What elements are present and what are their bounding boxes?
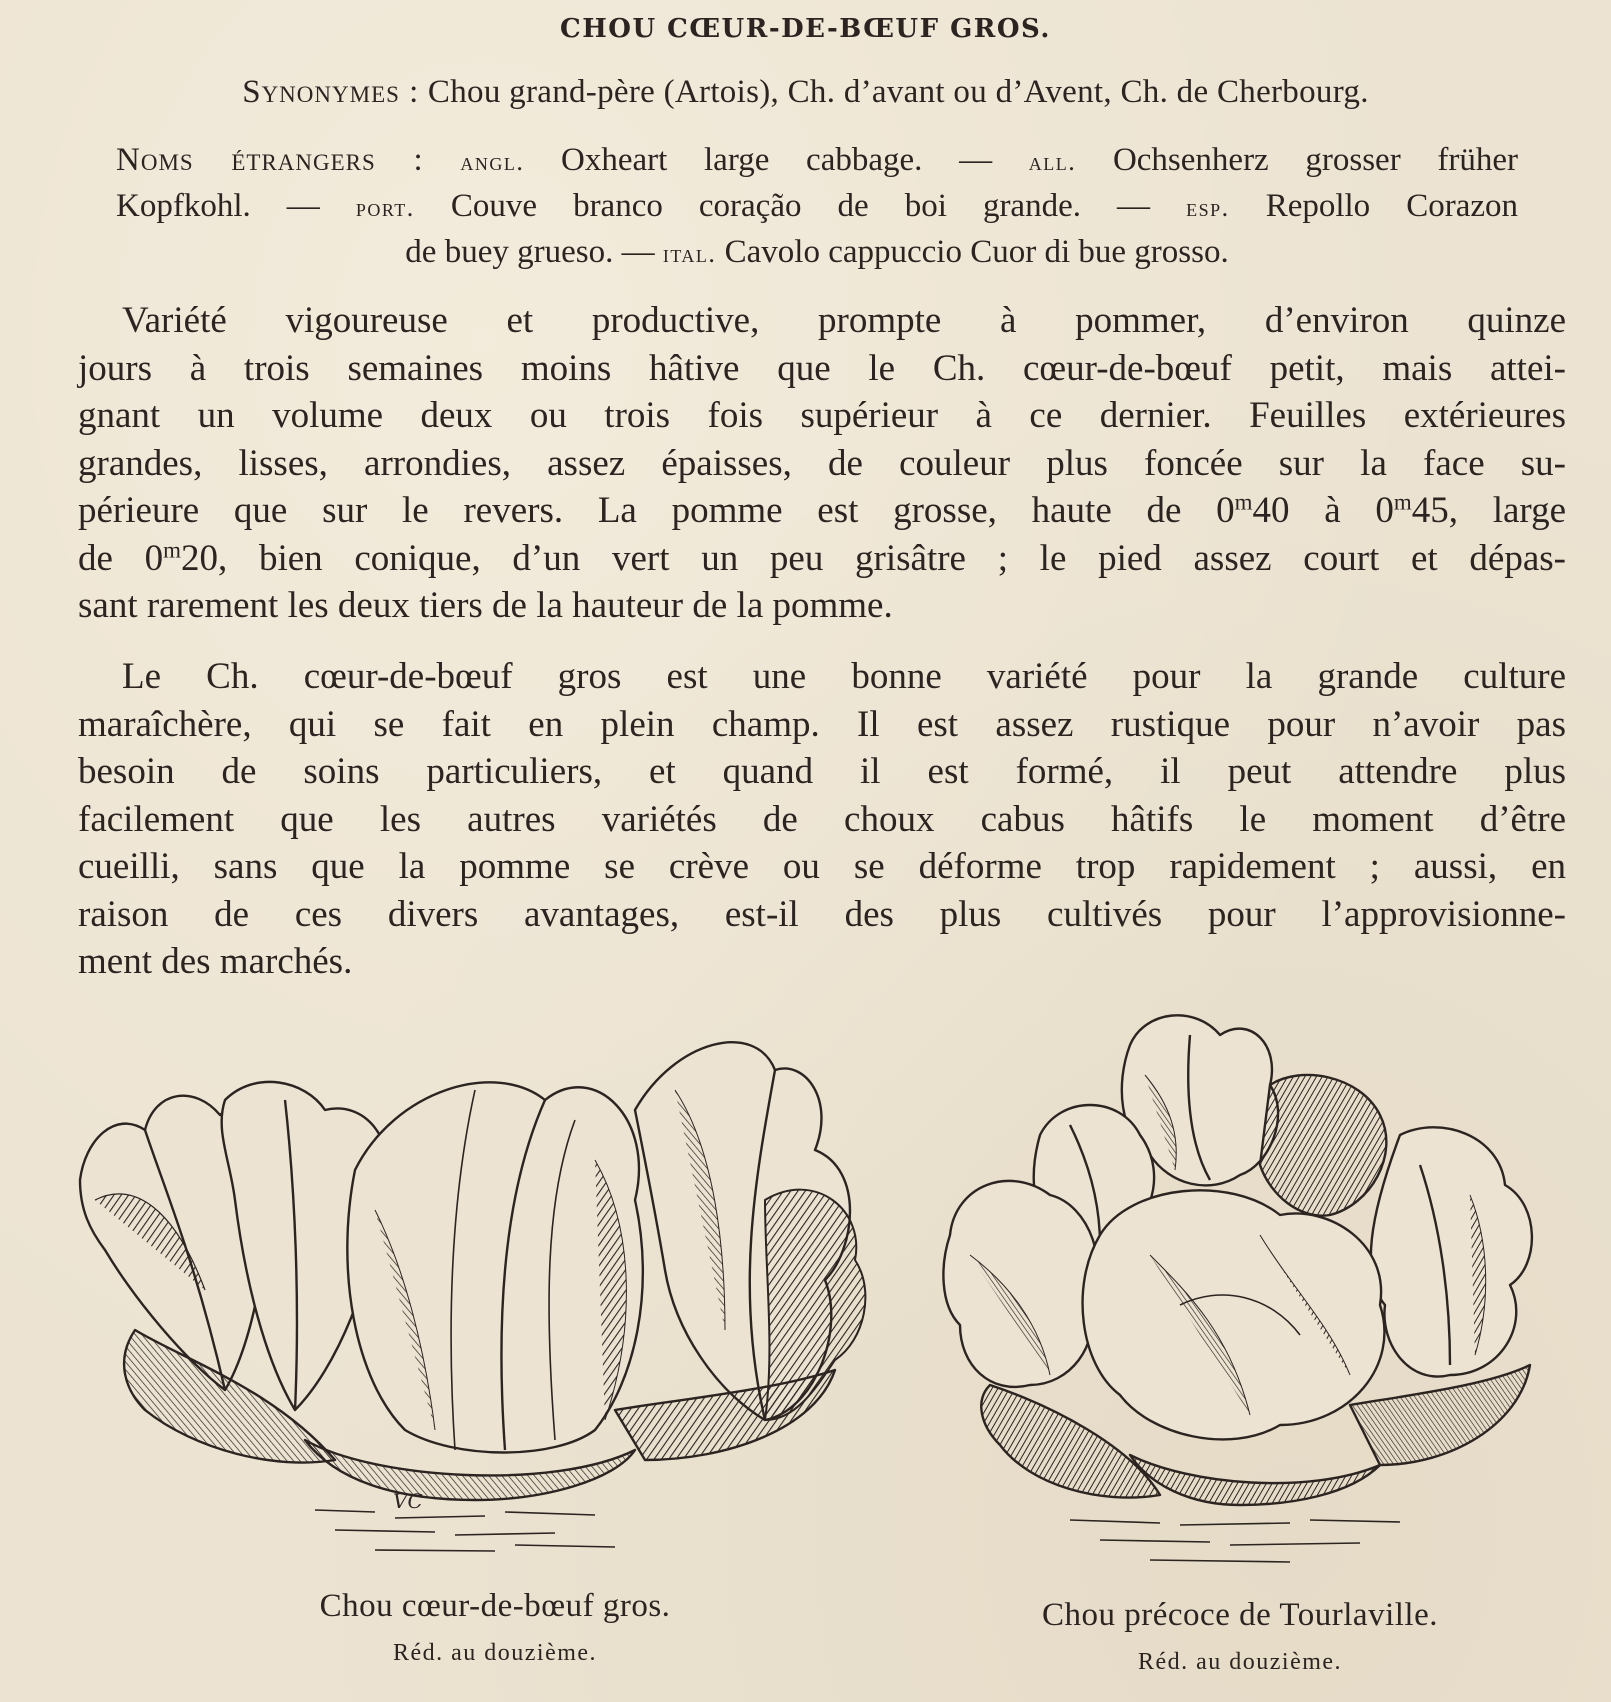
cabbage-oxheart-engraving <box>75 1030 915 1585</box>
text-line: cueilli, sans que la pomme se crève ou se déforme trop rapidement ; aussi, en <box>78 846 1566 887</box>
lang-all: all. <box>1028 147 1077 176</box>
text-segment: 20, bien conique, d’un vert un peu grisâtre ; le pied assez court et dépas- <box>180 537 1566 579</box>
synonyms-text: Chou grand-père (Artois), Ch. d’avant ou d’Avent, Ch. de Cherbourg. <box>427 74 1369 110</box>
figure-2-scale: Réd. au douzième. <box>1137 1649 1343 1675</box>
text-line: besoin de soins particuliers, et quand il est formé, il peut attendre plus <box>78 751 1566 792</box>
name-port: Couve branco coração de boi grande. — <box>450 188 1151 224</box>
foreign-names-line-1 <box>116 138 1518 184</box>
name-esp-cont: de buey grueso. — <box>405 234 655 270</box>
text-line <box>78 535 1566 583</box>
text-line: Variété vigoureuse et productive, prompte à pommer, d’environ quinze <box>122 300 1566 341</box>
name-ital: Cavolo cappuccio Cuor di bue grosso. <box>724 234 1229 270</box>
unit-superscript: m <box>1393 489 1412 515</box>
name-esp: Repollo Corazon <box>1265 188 1519 224</box>
foreign-names-label: Noms étrangers : <box>116 142 424 178</box>
name-angl: Oxheart large cabbage. — <box>561 142 993 178</box>
text-line: gnant un volume deux ou trois fois supérieur à ce dernier. Feuilles extérieures <box>78 395 1566 436</box>
figure-cabbage-tourlaville <box>930 1005 1570 1585</box>
text-line: maraîchère, qui se fait en plein champ. Il est assez rustique pour n’avoir pas <box>78 703 1566 745</box>
name-all: Ochsenherz grosser früher <box>1112 142 1518 178</box>
text-segment: de 0 <box>78 537 164 579</box>
text-segment: 45, large <box>1411 490 1566 531</box>
figure-1-caption: Chou cœur-de-bœuf gros. <box>319 1588 671 1624</box>
paragraph-2 <box>78 653 1566 986</box>
unit-superscript: m <box>1234 489 1253 515</box>
paragraph-1 <box>78 297 1566 630</box>
text-line <box>78 487 1566 535</box>
lang-esp: esp. <box>1186 193 1230 222</box>
lang-angl: angl. <box>460 147 525 176</box>
foreign-names-line-2 <box>116 184 1518 230</box>
foreign-names-line-3 <box>116 230 1518 276</box>
text-line: grandes, lisses, arrondies, assez épaisses, de couleur plus foncée sur la face su- <box>78 442 1566 484</box>
figure-2-caption: Chou précoce de Tourlaville. <box>1042 1597 1438 1633</box>
engraver-signature: VC <box>393 1489 423 1513</box>
text-line: facilement que les autres variétés de choux cabus hâtifs le moment d’être <box>78 798 1566 840</box>
figure-1-scale: Réd. au douzième. <box>392 1640 598 1666</box>
unit-superscript: m <box>163 536 181 562</box>
text-line: ment des marchés. <box>78 941 353 982</box>
cabbage-tourlaville-engraving <box>930 1005 1570 1585</box>
text-line: sant rarement les deux tiers de la hauteur de la pomme. <box>78 585 893 626</box>
text-segment: périeure que sur le revers. La pomme est grosse, haute de 0 <box>78 490 1235 531</box>
text-line: Le Ch. cœur-de-bœuf gros est une bonne variété pour la grande culture <box>122 656 1566 697</box>
text-line: jours à trois semaines moins hâtive que le Ch. cœur-de-bœuf petit, mais attei- <box>78 347 1566 389</box>
synonyms-line <box>0 74 1611 111</box>
name-all-cont: Kopfkohl. — <box>116 188 320 224</box>
text-line: raison de ces divers avantages, est-il des plus cultivés pour l’approvisionne- <box>78 893 1566 935</box>
page-title: CHOU CŒUR-DE-BŒUF GROS. <box>560 14 1051 44</box>
synonyms-label: Synonymes : <box>242 74 420 110</box>
figure-cabbage-oxheart <box>75 1030 915 1585</box>
lang-ital: ital. <box>662 239 717 268</box>
text-segment: 40 à 0 <box>1252 490 1394 531</box>
lang-port: port. <box>355 193 415 222</box>
foreign-names <box>116 138 1518 276</box>
